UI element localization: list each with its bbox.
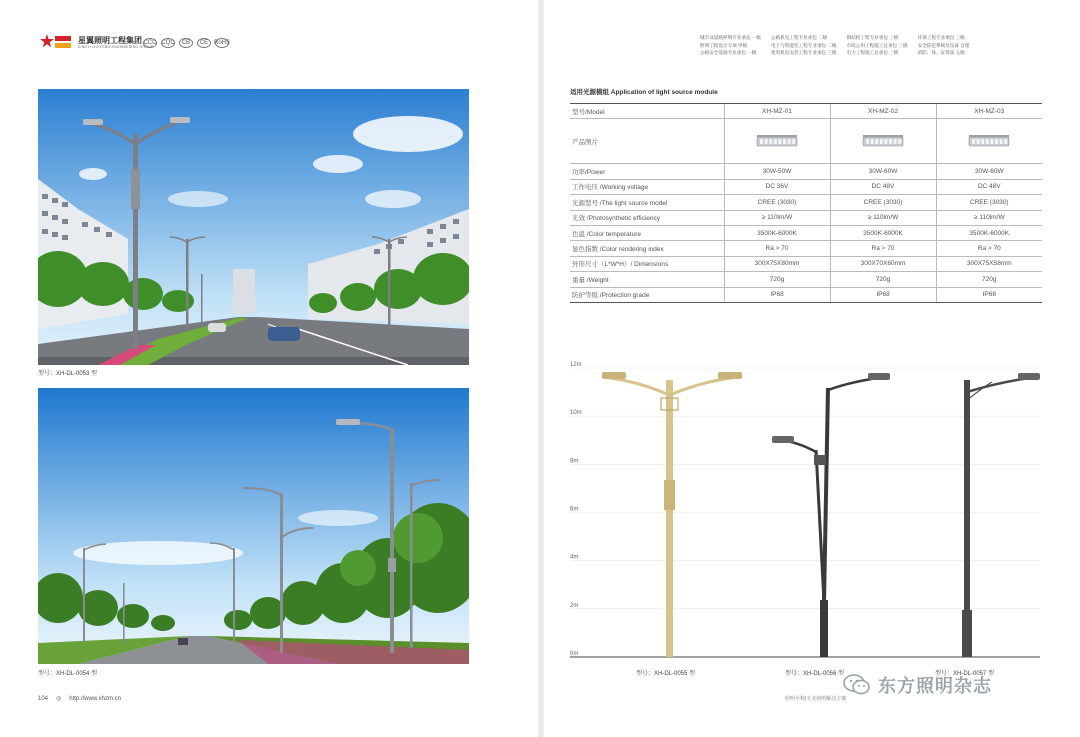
pole-0056-ornament xyxy=(814,455,826,465)
page-number: 104 xyxy=(38,695,49,702)
cert-mark: RoHS xyxy=(214,40,231,46)
spec-value: Ra > 70 xyxy=(936,241,1042,256)
spec-value: 30W-50W xyxy=(724,164,830,179)
spec-value: DC 48V xyxy=(830,179,936,194)
pole-height-diagram xyxy=(560,360,1050,670)
spec-row xyxy=(570,256,1042,271)
brand-subtitle: XINGYI LIGHTING ENGINEERING GROUP xyxy=(78,44,154,49)
streetlight-photo-0054 xyxy=(38,388,469,664)
website-link[interactable]: http://www.xhzm.cn xyxy=(69,695,121,702)
spec-value: DC 48V xyxy=(936,179,1042,194)
spec-table xyxy=(570,103,1042,303)
spec-value: 720g xyxy=(830,272,936,287)
height-tick-label: 4m xyxy=(570,554,579,561)
spec-label: 显色指数 /Color rendering index xyxy=(570,241,724,256)
spec-value: 3500K-6000K xyxy=(830,225,936,240)
pole-0055-shaft xyxy=(666,380,673,657)
brand-name: 星翼照明工程集团 xyxy=(78,35,142,45)
pole-0055-lamp-left xyxy=(602,372,626,379)
spec-row xyxy=(570,272,1042,287)
qualification-line: 公路安全设施专业承包 一级 xyxy=(700,50,757,55)
qualification-line: 消防、体、证资质 五级 xyxy=(917,50,965,55)
pole-caption: 型号：XH-DL-0057 型 xyxy=(935,671,995,677)
spec-value: ≥ 110lm/W xyxy=(724,210,830,225)
qualification-line: 电力工程施工总承包 三级 xyxy=(846,50,899,55)
cert-mark: CB xyxy=(179,38,193,48)
spec-label: 工作电压 /Working voltage xyxy=(570,179,724,194)
spec-label: 色温 /Color temperature xyxy=(570,225,724,240)
pole-0056-base xyxy=(820,600,828,657)
qualification-line: 电子与智能化工程专业承包 二级 xyxy=(771,42,837,48)
spec-value: CREE (3030) xyxy=(724,195,830,210)
pole-0056-main xyxy=(824,388,828,602)
pole-0056-lamp-left xyxy=(772,436,794,443)
spec-label: 外形尺寸（L*W*H）/ Dimensions xyxy=(570,256,724,271)
height-tick-label: 10m xyxy=(570,410,582,417)
brand-header xyxy=(38,33,153,51)
height-tick-label: 2m xyxy=(570,602,579,609)
spec-value: 720g xyxy=(724,272,830,287)
spec-label: 重量 /Weight xyxy=(570,272,724,287)
spec-value: 3500K-6000K xyxy=(724,225,830,240)
spec-table-title: 适用光源模组 Application of light source module xyxy=(570,89,718,96)
pole-0056-lamp-right xyxy=(868,373,890,380)
qualification-line: 公路机电工程专业承包 二级 xyxy=(771,35,828,40)
pole-caption: 型号：XH-DL-0055 型 xyxy=(636,671,696,677)
spec-row xyxy=(570,164,1042,179)
spec-value: 300X75X80mm xyxy=(724,256,830,271)
qualification-line: 环保工程专业承包 三级 xyxy=(917,35,965,40)
qualification-line: 照明工程设计专项 甲级 xyxy=(700,42,748,48)
cert-mark: CCC xyxy=(143,40,157,46)
height-tick-label: 0m xyxy=(570,651,579,657)
pole-0055-arm-left xyxy=(610,378,669,395)
spec-value: ≥ 110lm/W xyxy=(936,210,1042,225)
qualification-line: 建筑机电安装工程专业承包 三级 xyxy=(771,50,837,55)
spec-row xyxy=(570,195,1042,210)
spec-row xyxy=(570,210,1042,225)
cert-mark: CQC xyxy=(161,40,175,46)
pole-0055-sleeve xyxy=(664,480,675,510)
certification-marks xyxy=(143,38,229,48)
streetlight-photo-0053 xyxy=(38,89,469,365)
pole-0055-lamp-right xyxy=(718,372,742,379)
spec-value: 300X75X58mm xyxy=(936,256,1042,271)
height-tick-label: 8m xyxy=(570,458,579,465)
pole-0057-arm xyxy=(967,378,1030,392)
brand-logo-icon xyxy=(38,33,72,51)
qualification-line: 钢结构工程专业承包 三级 xyxy=(846,35,899,40)
spec-value: ≥ 110lm/W xyxy=(830,210,936,225)
spec-value: IP68 xyxy=(830,287,936,302)
spec-label: 光效 /Photosynthetic efficiency xyxy=(570,210,724,225)
spec-value: CREE (3030) xyxy=(936,195,1042,210)
pole-caption: 型号：XH-DL-0056 型 xyxy=(785,671,845,677)
qualification-column xyxy=(847,34,908,57)
spec-value: IP68 xyxy=(724,287,830,302)
spec-value: Ra > 70 xyxy=(724,241,830,256)
watermark-text: 东方照明杂志 xyxy=(878,676,992,696)
page-gutter xyxy=(538,0,544,737)
module-image xyxy=(936,119,1042,164)
height-tick-label: 6m xyxy=(570,506,579,513)
led-module-icon xyxy=(756,134,798,148)
pole-diagram-svg xyxy=(560,360,1050,670)
module-image xyxy=(724,119,830,164)
spec-value: XH-MZ-02 xyxy=(830,104,936,119)
watermark xyxy=(842,672,992,698)
globe-icon: ◎ xyxy=(56,696,62,702)
photo-caption-0054: 型号：XH-DL-0054 型 xyxy=(38,671,98,677)
pole-0056-branch xyxy=(816,450,824,602)
footer-left xyxy=(38,695,121,702)
qualifications xyxy=(700,34,969,57)
spec-value: Ra > 70 xyxy=(830,241,936,256)
spec-label: 防护等级 /Protection grade xyxy=(570,287,724,302)
module-image xyxy=(830,119,936,164)
height-tick-label: 12m xyxy=(570,362,582,368)
spec-row xyxy=(570,225,1042,240)
spec-value: 720g xyxy=(936,272,1042,287)
spec-row xyxy=(570,287,1042,302)
pole-0057-base xyxy=(962,610,972,657)
spec-row xyxy=(570,104,1042,119)
photo-caption-0053: 型号：XH-DL-0053 型 xyxy=(38,371,98,377)
led-module-icon xyxy=(968,134,1010,148)
footer-right: 照明全称|专业照明解决方案 xyxy=(785,696,847,702)
pole-0057-lamp xyxy=(1018,373,1040,380)
qualification-line: 城市及道路照明专业承包 一级 xyxy=(700,35,761,40)
spec-value: 300X70X60mm xyxy=(830,256,936,271)
wechat-icon xyxy=(842,672,872,698)
spec-label: 功率/Power xyxy=(570,164,724,179)
cert-mark: CE xyxy=(197,38,211,48)
spec-value: 30W-60W xyxy=(830,164,936,179)
spec-row xyxy=(570,119,1042,164)
spec-value: 3500K-6000K xyxy=(936,225,1042,240)
pole-0055-arm-right xyxy=(670,378,732,395)
spec-value: XH-MZ-01 xyxy=(724,104,830,119)
spec-label: 型号/Model xyxy=(570,104,724,119)
spec-label: 光源型号 /The light source model xyxy=(570,195,724,210)
spec-value: IP68 xyxy=(936,287,1042,302)
spec-value: DC 36V xyxy=(724,179,830,194)
spec-value: XH-MZ-03 xyxy=(936,104,1042,119)
spec-row xyxy=(570,241,1042,256)
spec-value: 30W-60W xyxy=(936,164,1042,179)
qualification-column xyxy=(771,34,837,57)
spec-label: 产品图片 xyxy=(570,119,724,164)
pole-0057-shaft xyxy=(964,380,970,612)
led-module-icon xyxy=(862,134,904,148)
spec-row xyxy=(570,179,1042,194)
qualification-column xyxy=(700,34,761,57)
qualification-line: 市政公用工程施工总承包 三级 xyxy=(846,42,908,48)
qualification-column xyxy=(918,34,970,57)
qualification-line: 安全防范系统及设备 自建 xyxy=(917,42,970,48)
spec-value: CREE (3030) xyxy=(830,195,936,210)
